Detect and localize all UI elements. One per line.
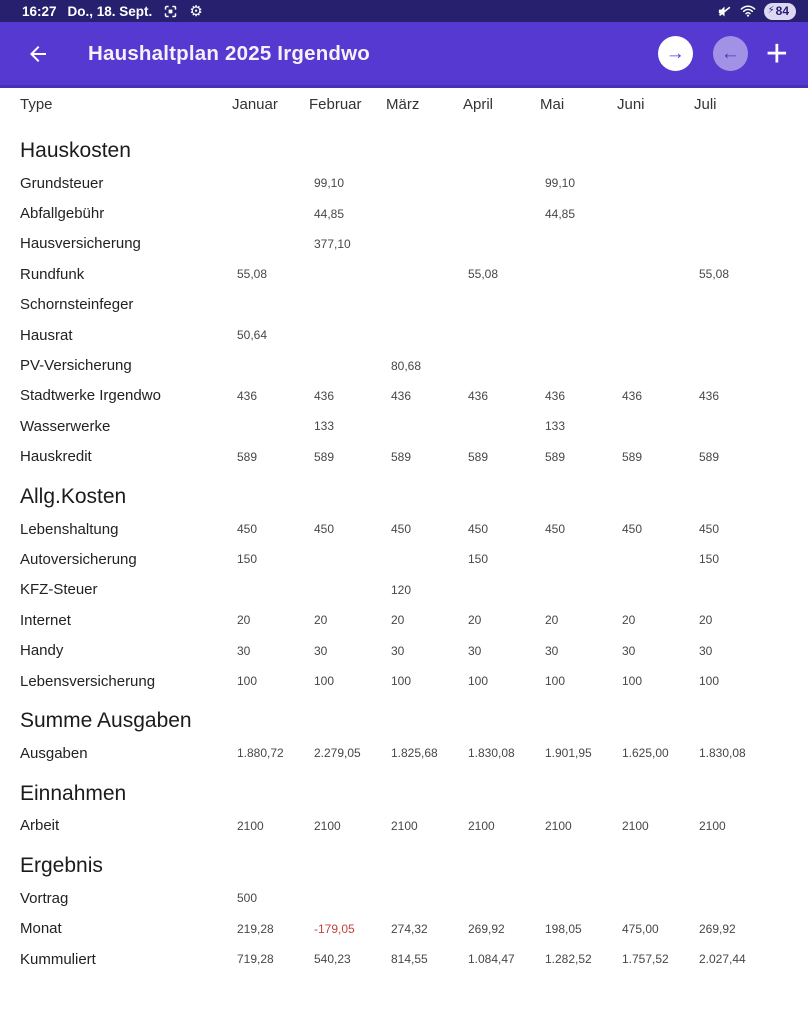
column-header-month-2: Februar (309, 95, 362, 113)
table-cell[interactable]: 198,05 (545, 921, 582, 936)
battery-percent: 84 (775, 4, 789, 18)
table-cell[interactable]: 274,32 (391, 921, 428, 936)
column-header-type: Type (20, 95, 53, 113)
column-header-month-5: Mai (540, 95, 565, 113)
row-label: KFZ-Steuer (20, 581, 98, 599)
table-cell[interactable]: 589 (699, 449, 720, 464)
status-bar (0, 0, 808, 22)
table-cell[interactable]: 589 (314, 449, 335, 464)
table-row[interactable] (20, 811, 808, 841)
table-cell[interactable]: 269,92 (468, 921, 505, 936)
table-cell[interactable]: 20 (545, 613, 559, 628)
page-title: Haushaltplan 2025 Irgendwo (88, 41, 371, 65)
table-cell[interactable]: 450 (468, 522, 489, 537)
table-row[interactable] (20, 575, 808, 605)
table-row[interactable] (20, 944, 808, 974)
table-cell[interactable]: 814,55 (391, 952, 428, 966)
arrow-right-icon: → (665, 43, 685, 64)
row-label: Lebensversicherung (20, 672, 156, 690)
table-cell[interactable]: 2100 (699, 818, 726, 833)
table-cell[interactable]: 1.084,47 (468, 952, 515, 966)
column-header-month-4: April (463, 95, 494, 113)
table-cell[interactable]: 436 (468, 388, 489, 403)
column-header-month-7: Juli (694, 95, 717, 113)
row-label: Grundsteuer (20, 174, 104, 192)
row-label: Hauskredit (20, 448, 92, 466)
table-cell[interactable]: 133 (314, 419, 335, 434)
table-row[interactable] (20, 666, 808, 696)
table-cell[interactable]: 436 (545, 388, 566, 403)
table-row[interactable] (20, 442, 808, 472)
back-button[interactable] (24, 40, 52, 68)
table-cell[interactable]: 719,28 (237, 952, 274, 966)
table-cell[interactable]: 377,10 (314, 236, 351, 251)
table-row[interactable] (20, 514, 808, 544)
table-cell[interactable]: 100 (237, 674, 258, 689)
table-cell[interactable]: 50,64 (237, 328, 268, 343)
table-cell[interactable]: 150 (237, 552, 258, 567)
section-title: Einnahmen (20, 781, 127, 805)
next-month-button[interactable] (658, 36, 693, 71)
table-cell[interactable]: 30 (468, 643, 482, 658)
arrow-left-circle-icon: ← (720, 43, 740, 64)
table-cell[interactable]: 269,92 (699, 921, 736, 936)
table-cell[interactable]: 436 (391, 388, 412, 403)
table-header-row (20, 90, 808, 118)
table-cell[interactable]: 100 (699, 674, 720, 689)
screen-capture-icon (163, 3, 178, 19)
row-label: Kummuliert (20, 950, 96, 968)
table-cell[interactable]: 436 (237, 388, 258, 403)
table-cell[interactable]: 30 (545, 643, 559, 658)
table-cell[interactable]: 100 (545, 674, 566, 689)
table-row[interactable] (20, 198, 808, 228)
table-row[interactable] (20, 883, 808, 913)
table-cell[interactable]: 450 (391, 522, 412, 537)
table-cell[interactable]: 450 (545, 522, 566, 537)
table-cell[interactable]: 2100 (468, 818, 495, 833)
table-cell[interactable]: 450 (237, 522, 258, 537)
mute-icon (717, 3, 732, 19)
table-row[interactable] (20, 320, 808, 350)
table-cell[interactable]: 450 (622, 522, 643, 537)
table-cell[interactable]: 99,10 (545, 176, 576, 191)
row-label: PV-Versicherung (20, 357, 132, 375)
row-label: Arbeit (20, 817, 60, 835)
row-label: Hausversicherung (20, 235, 141, 253)
table-cell[interactable]: 2.027,44 (699, 952, 746, 966)
table-cell[interactable]: 436 (622, 388, 643, 403)
table-cell[interactable]: 450 (699, 522, 720, 537)
table-cell[interactable]: 436 (314, 388, 335, 403)
table-cell[interactable]: 20 (699, 613, 713, 628)
section-title: Hauskosten (20, 139, 131, 162)
table-cell[interactable]: 589 (468, 449, 489, 464)
row-label: Schornsteinfeger (20, 296, 134, 314)
section-title: Allg.Kosten (20, 484, 127, 508)
table-cell[interactable]: 2100 (545, 818, 572, 833)
table-row[interactable] (20, 259, 808, 289)
table-cell[interactable]: 20 (391, 613, 405, 628)
table-cell[interactable]: 100 (468, 674, 489, 689)
table-cell[interactable]: 99,10 (314, 176, 345, 191)
section-title: Ergebnis (20, 854, 103, 878)
table-cell[interactable]: 589 (622, 449, 643, 464)
table-row[interactable] (20, 544, 808, 574)
row-label: Internet (20, 611, 71, 629)
status-time: 16:27 (22, 3, 57, 19)
table-cell[interactable]: 500 (237, 891, 258, 906)
table-row[interactable] (20, 350, 808, 380)
table-cell[interactable]: 1.830,08 (699, 746, 746, 761)
table-cell[interactable]: 1.880,72 (237, 746, 284, 761)
row-label: Monat (20, 920, 62, 938)
status-date: Do., 18. Sept. (67, 3, 153, 19)
table-cell[interactable]: 1.901,95 (545, 746, 592, 761)
table-cell[interactable]: 1.625,00 (622, 746, 669, 761)
section-title: Summe Ausgaben (20, 709, 192, 733)
table-cell[interactable]: 1.757,52 (622, 952, 669, 966)
table-cell[interactable]: 30 (622, 643, 636, 658)
column-header-month-1: Januar (232, 95, 278, 113)
table-cell[interactable]: 436 (699, 388, 720, 403)
row-label: Vortrag (20, 889, 69, 907)
settings-gear-icon: ⚙ (189, 3, 203, 20)
table-cell[interactable]: 44,85 (314, 206, 345, 221)
table-cell[interactable]: 44,85 (545, 206, 576, 221)
table-cell[interactable]: 30 (391, 643, 405, 658)
table-cell[interactable]: 589 (545, 449, 566, 464)
previous-month-button[interactable] (713, 36, 748, 71)
table-cell[interactable]: 1.825,68 (391, 746, 438, 761)
table-cell[interactable]: 589 (237, 449, 258, 464)
table-cell[interactable]: 30 (314, 643, 328, 658)
table-cell[interactable]: 2100 (314, 818, 341, 833)
table-cell[interactable]: 30 (237, 643, 251, 658)
table-cell[interactable]: 100 (314, 674, 335, 689)
table-cell[interactable]: 1.282,52 (545, 952, 592, 966)
table-cell[interactable]: 120 (391, 582, 412, 597)
table-cell[interactable]: 55,08 (699, 267, 730, 282)
table-cell[interactable]: 133 (545, 419, 566, 434)
table-row[interactable] (20, 635, 808, 665)
row-label: Wasserwerke (20, 417, 111, 435)
table-row[interactable] (20, 168, 808, 198)
table-cell[interactable]: 55,08 (468, 267, 499, 282)
table-cell[interactable]: 589 (391, 449, 412, 464)
table-row[interactable] (20, 738, 808, 768)
table-cell[interactable]: 1.830,08 (468, 746, 515, 761)
charging-bolt-icon: ⚡ (767, 5, 775, 16)
table-cell[interactable]: 20 (468, 613, 482, 628)
table-cell[interactable]: 80,68 (391, 358, 422, 373)
battery-indicator (764, 3, 796, 20)
table-cell[interactable]: 150 (468, 552, 489, 567)
table-cell[interactable]: 450 (314, 522, 335, 537)
table-cell[interactable]: 20 (622, 613, 636, 628)
row-label: Lebenshaltung (20, 520, 119, 538)
table-cell[interactable]: 475,00 (622, 921, 659, 936)
budget-table (0, 88, 808, 974)
table-row[interactable] (20, 381, 808, 411)
row-label: Autoversicherung (20, 550, 137, 568)
table-cell[interactable]: 219,28 (237, 921, 274, 936)
table-cell[interactable]: 100 (391, 674, 412, 689)
table-cell[interactable]: 2.279,05 (314, 746, 361, 761)
row-label: Ausgaben (20, 744, 88, 762)
table-cell[interactable]: 2100 (237, 818, 264, 833)
table-cell[interactable]: -179,05 (314, 921, 355, 936)
table-row[interactable] (20, 913, 808, 943)
app-bar (0, 22, 808, 88)
table-row[interactable] (20, 411, 808, 441)
table-row[interactable] (20, 229, 808, 259)
table-cell[interactable]: 20 (237, 613, 251, 628)
table-cell[interactable]: 540,23 (314, 952, 351, 966)
table-cell[interactable]: 20 (314, 613, 328, 628)
row-label: Rundfunk (20, 265, 85, 283)
row-label: Abfallgebühr (20, 205, 105, 223)
table-cell[interactable]: 2100 (391, 818, 418, 833)
row-label: Hausrat (20, 326, 73, 344)
arrow-left-icon (26, 42, 50, 66)
row-label: Stadtwerke Irgendwo (20, 387, 161, 405)
table-row[interactable] (20, 290, 808, 320)
table-cell[interactable]: 2100 (622, 818, 649, 833)
row-label: Handy (20, 642, 64, 660)
add-entry-button[interactable]: + (765, 32, 788, 75)
wifi-icon (740, 3, 756, 19)
table-cell[interactable]: 55,08 (237, 267, 268, 282)
table-cell[interactable]: 100 (622, 674, 643, 689)
column-header-month-3: März (386, 95, 420, 113)
table-cell[interactable]: 30 (699, 643, 713, 658)
table-cell[interactable]: 150 (699, 552, 720, 567)
column-header-month-6: Juni (617, 95, 645, 113)
table-row[interactable] (20, 605, 808, 635)
